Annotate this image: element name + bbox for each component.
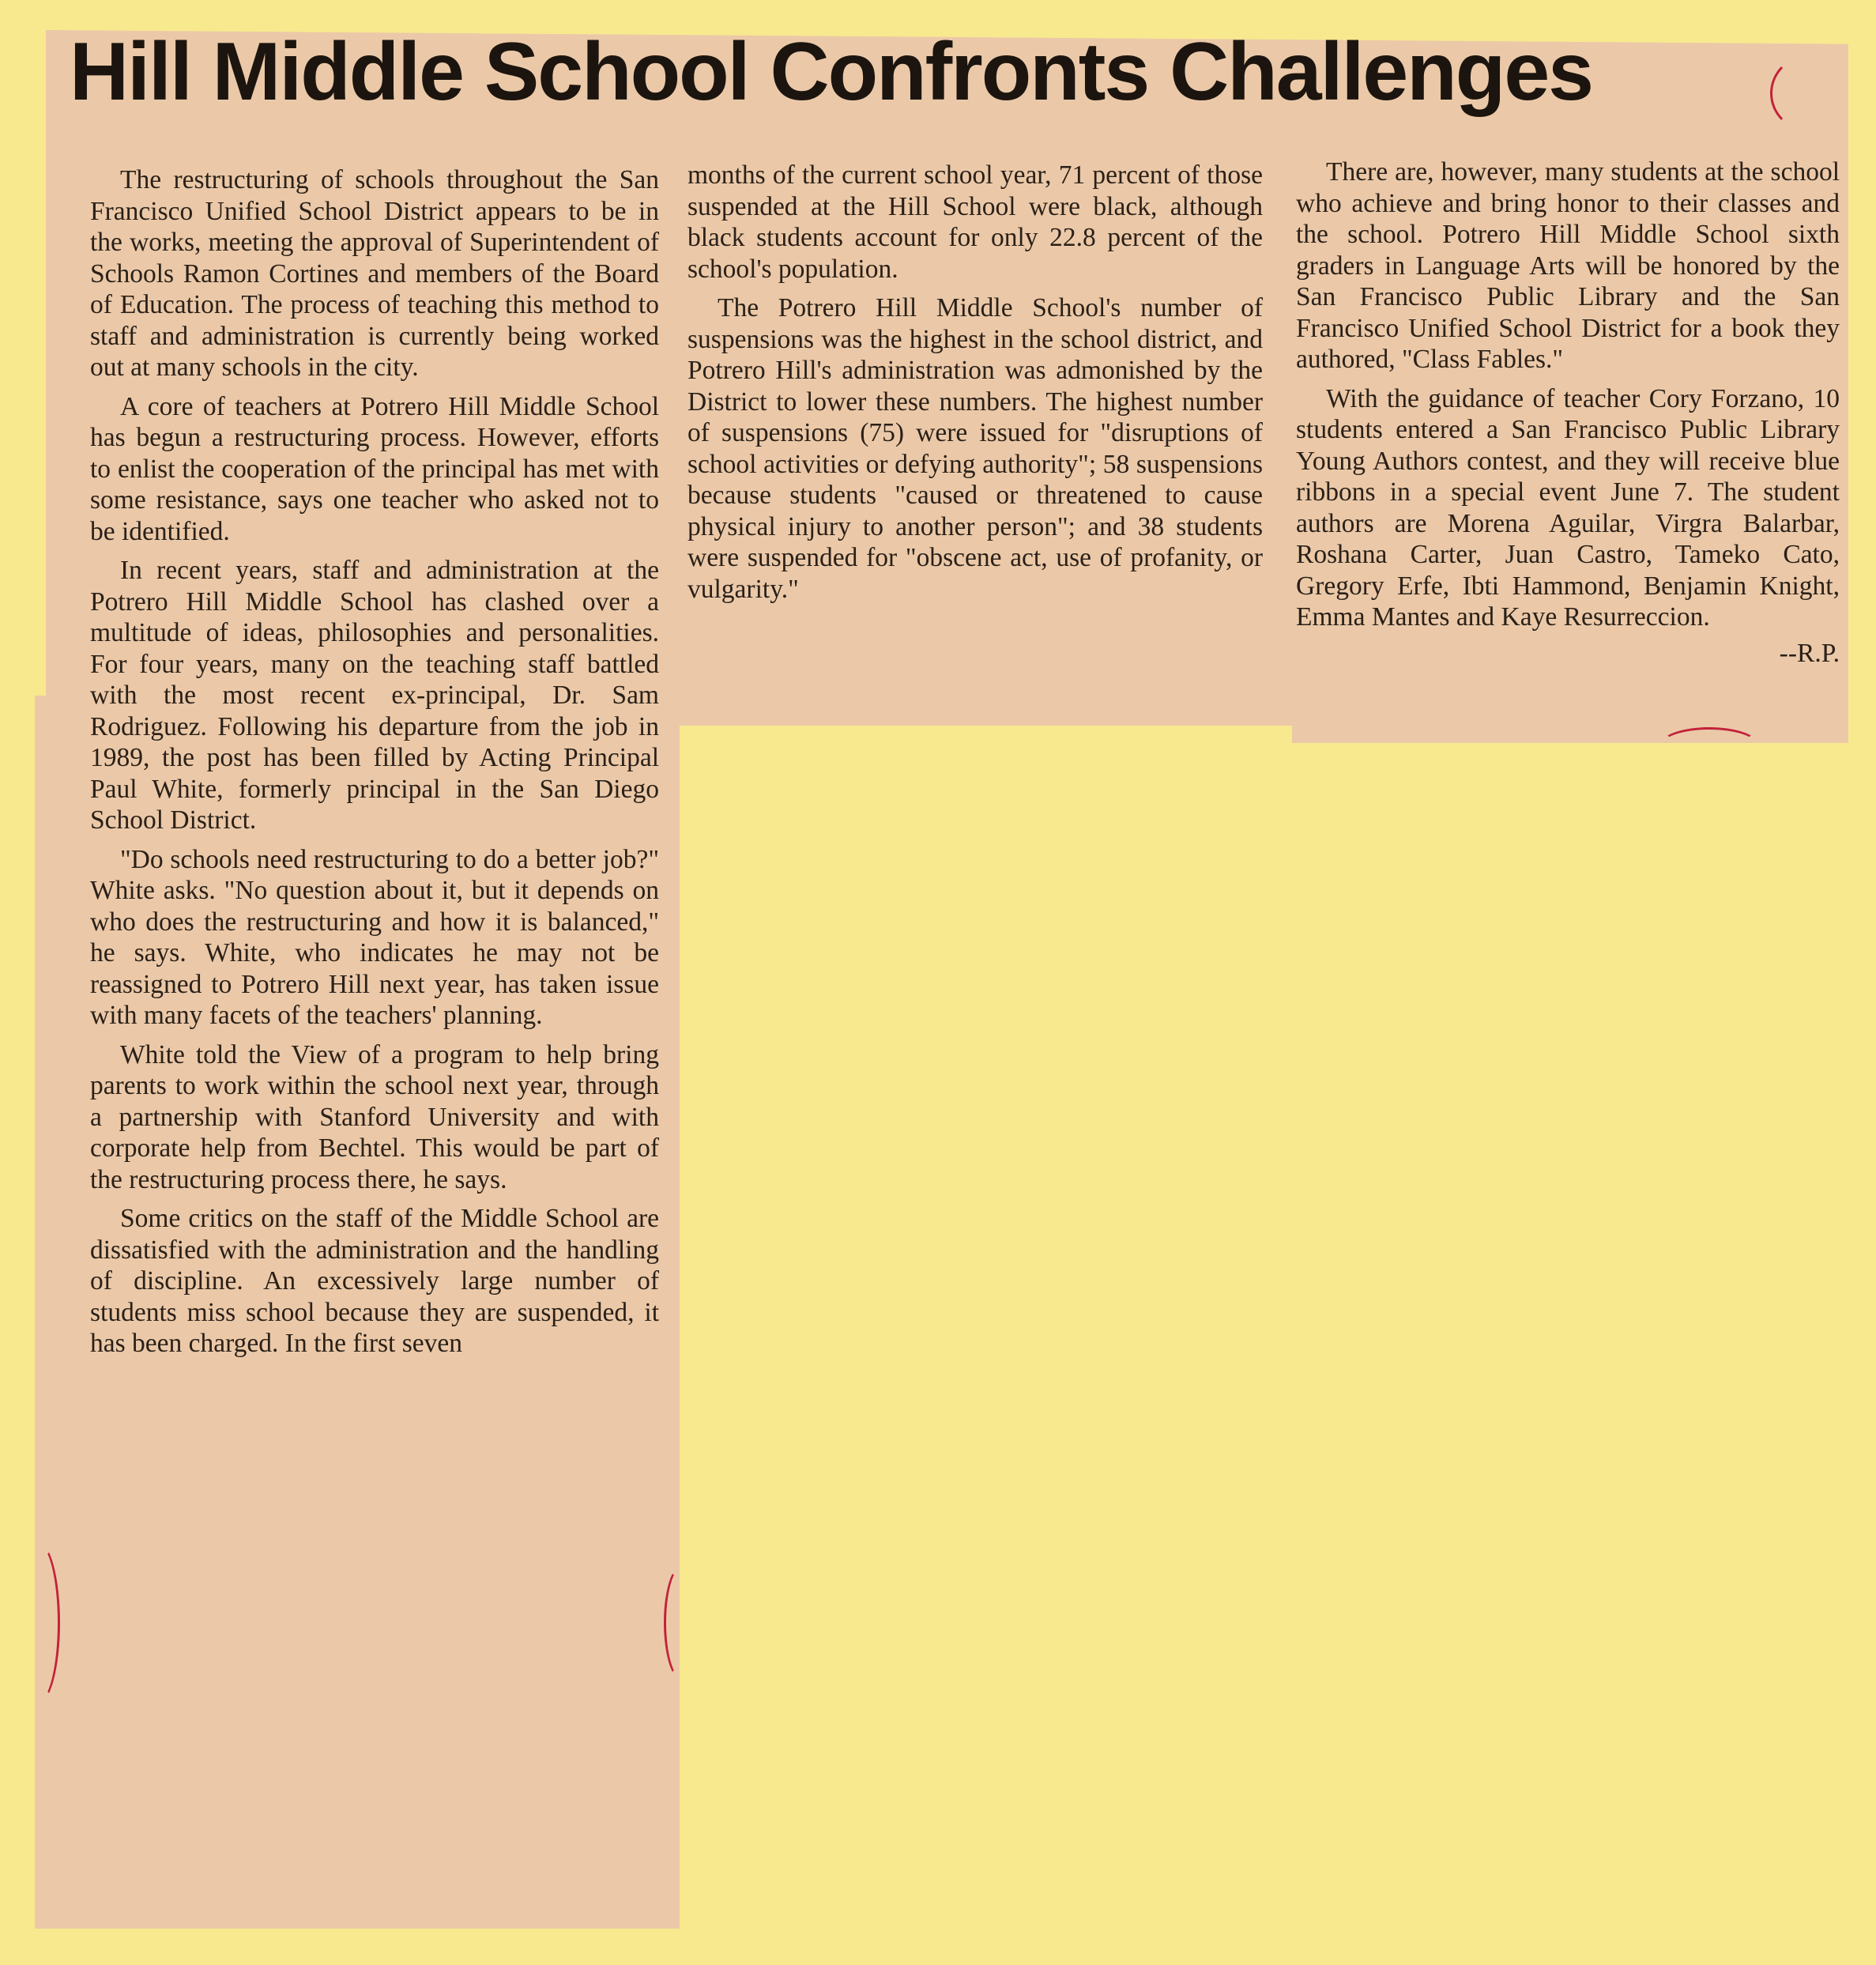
paragraph: White told the View of a program to help bring parents to work within the school next year, through a partnership with Stanford University and with corporate help from Bechtel. This would be part of the restructuring process there, he says. (90, 1039, 659, 1194)
headline: Hill Middle School Confronts Challenges (70, 26, 1592, 118)
article-column-2 (687, 160, 1263, 613)
crop-mark-left (16, 1541, 60, 1704)
article-column-3 (1296, 157, 1840, 669)
clipping-middle-strip (680, 680, 1296, 719)
paragraph: A core of teachers at Potrero Hill Middle School has begun a restructuring process. However, efforts to enlist the cooperation of the principal has met with some resistance, says one teacher who asked not to be identified. (90, 391, 659, 546)
crop-mark-top-right (1770, 55, 1846, 131)
byline-signature: --R.P. (1779, 638, 1840, 668)
paragraph: months of the current school year, 71 percent of those suspended at the Hill School were black, although black students account for only 22.8 percent of the school's population. (687, 160, 1263, 284)
crop-mark-left-column-right (664, 1565, 700, 1680)
paragraph: "Do schools need restructuring to do a better job?" White asks. "No question about it, but it depends on who does the restructuring and how it is balanced," he says. White, who indicates he may not be reassigned to Potrero Hill next year, has taken issue with many facets of the teachers' planning. (90, 844, 659, 1030)
clipping-right-tail (1292, 680, 1848, 743)
crop-mark-bottom-right (1659, 727, 1759, 764)
paragraph: With the guidance of teacher Cory Forzano, 10 students entered a San Francisco Public Library Young Authors contest, and they will receive blue ribbons in a special event June 7. The student authors are Morena Aguilar, Virgra Balarbar, Roshana Carter, Juan Castro, Tameko Cato, Gregory Erfe, Ibti Hammond, Benjamin Knight, Emma Mantes and Kaye Resurreccion. (1296, 383, 1840, 632)
paragraph: There are, however, many students at the school who achieve and bring honor to their classes and the school. Potrero Hill Middle School sixth graders in Language Arts will be honored by the San Francisco Public Library and the San Francisco Unified School District for a book they authored, "Class Fables." (1296, 157, 1840, 374)
paragraph: The restructuring of schools throughout the San Francisco Unified School District appears to be in the works, meeting the approval of Superintendent of Schools Ramon Cortines and members of the Board of Education. The process of teaching this method to staff and administration is currently being worked out at many schools in the city. (90, 165, 659, 382)
paragraph: Some critics on the staff of the Middle School are dissatisfied with the administration and the handling of discipline. An excessively large number of students miss school because they are suspended, it has been charged. In the first seven (90, 1204, 659, 1358)
paragraph: The Potrero Hill Middle School's number of suspensions was the highest in the school district, and Potrero Hill's administration was admonished by the District to lower these numbers. The highest number of suspensions (75) were issued for "disruptions of school activities or defying authority"; 58 suspensions because students "caused or threatened to cause physical injury to another person"; and 38 students were suspended for "obscene act, use of profanity, or vulgarity." (687, 293, 1263, 604)
article-column-1 (90, 164, 659, 1367)
paragraph: In recent years, staff and administration at the Potrero Hill Middle School has clashed over a multitude of ideas, philosophies and personalities. For four years, many on the teaching staff battled with the most recent ex-principal, Dr. Sam Rodriguez. Following his departure from the job in 1989, the post has been filled by Acting Principal Paul White, formerly principal in the San Diego School District. (90, 556, 659, 835)
